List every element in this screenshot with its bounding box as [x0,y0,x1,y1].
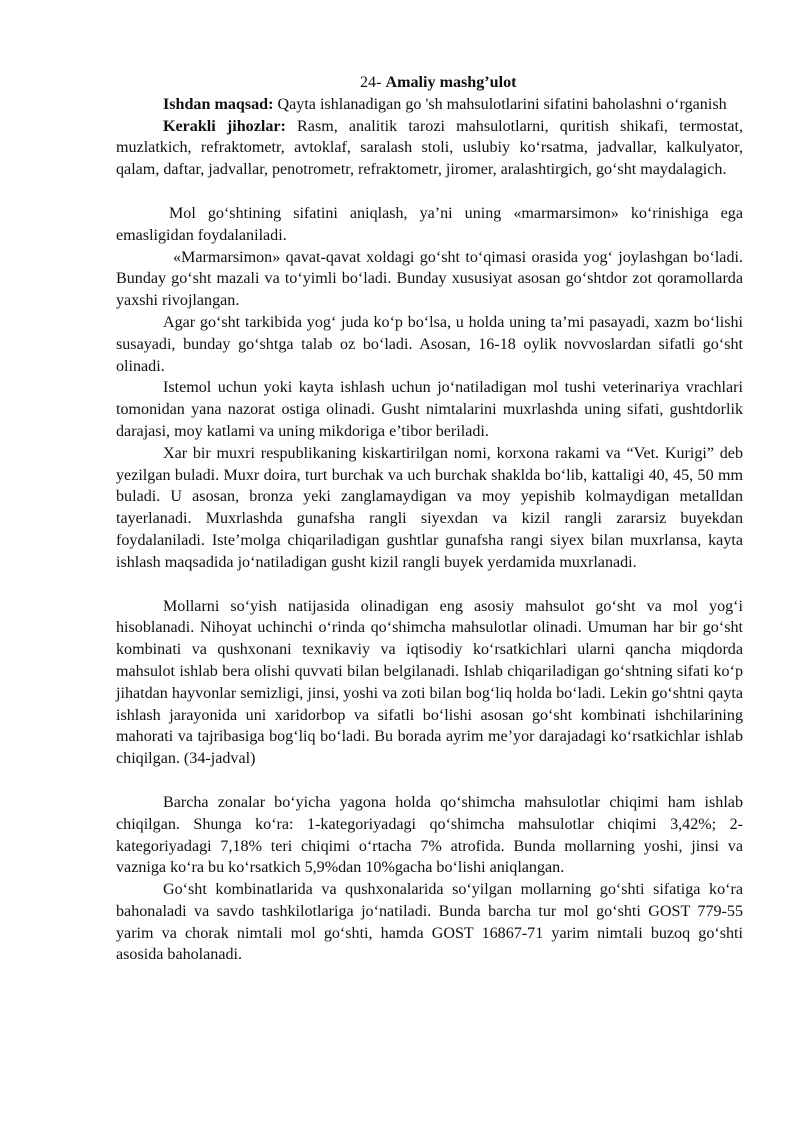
goal-label: Ishdan maqsad: [163,95,274,113]
body-paragraph: Mollarni so‘yish natijasida olinadigan eng asosiy mahsulot go‘sht va mol yog‘i hisoblanadi. Nihoyat uchinchi o‘rinda qo‘shimcha mahsulotlar olinadi. Umuman har bir go‘sht kombinati va qushxonani texnikaviy va iqtisodiy ko‘rsatkichlari ularni qancha miqdorda mahsulot ishlab bera olishi quvvati bilan belgilanadi. Ishlab chiqariladigan go‘shtning sifati ko‘p jihatdan hayvonlar semizligi, jinsi, yoshi va zoti bilan bog‘liq holda bo‘ladi. Lekin go‘shtni qayta ishlash jarayonida uni xaridorbop va sifatli bo‘lishi asosan go‘sht kombinati ishchilarining mahorati va tajribasiga bog‘liq bo‘ladi. Bu borada ayrim me’yor darajadagi ko‘rsatkichlar ishlab chiqilgan. (34-jadval) [116,597,743,768]
body-paragraph: Barcha zonalar bo‘yicha yagona holda qo‘shimcha mahsulotlar chiqimi ham ishlab chiqilgan. Shunga ko‘ra: 1-kategoriyadagi qo‘shimcha mahsulotlar chiqimi 3,42%; 2-kategoriyadagi 7,18% teri chiqimi o‘rtacha 7% atrofida. Bunda mollarning yoshi, jinsi va vazniga ko‘ra bu ko‘rsatkich 5,9%dan 10%gacha bo‘lishi aniqlangan. [116,793,743,877]
equipment-label: Kerakli jihozlar: [163,117,286,135]
equipment-text: Rasm, analitik tarozi mahsulotlarni, quritish shikafi, termostat, muzlatkich, refraktometr, avtoklaf, saralash stoli, uslubiy ko‘rsatma, jadvallar, kalkulyator, qalam, daftar, jadvallar, penotrometr, refraktometr, jiromer, aralashtirgich, go‘sht maydalagich. [116,117,744,179]
spacer [116,574,743,596]
spacer [116,181,743,203]
title-text: Amaliy mashg’ulot [385,74,517,91]
body-paragraph: Go‘sht kombinatlarida va qushxonalarida so‘yilgan mollarning go‘shti sifatiga ko‘ra bahonaladi va savdo tashkilotlariga jo‘natiladi. Bunda barcha tur mol go‘shti GOST 779-55 yarim va chorak nimtali mol go‘shti, hamda GOST 16867-71 yarim nimtali buzoq go‘shti asosida baholanadi. [116,881,743,964]
equipment-paragraph [116,116,743,181]
spacer [116,770,743,792]
body-paragraph: Agar go‘sht tarkibida yog‘ juda ko‘p bo‘lsa, u holda uning ta’mi pasayadi, xazm bo‘lishi susayadi, bunday go‘shtga talab oz bo‘ladi. Asosan, 16-18 oylik novvoslardan sifatli go‘sht olinadi. [116,313,743,375]
title-number: 24- [360,74,386,91]
body-paragraph: «Marmarsimon» qavat-qavat xoldagi go‘sht to‘qimasi orasida yog‘ joylashgan bo‘ladi. Bunday go‘sht mazali va to‘yimli bo‘ladi. Bunday xususiyat asosan go‘shtdor zot qoramollarda yaxshi rivojlangan. [116,248,743,310]
goal-paragraph [116,94,743,116]
page-title [116,72,743,94]
body-paragraph: Xar bir muxri respublikaning kiskartirilgan nomi, korxona rakami va “Vet. Kurigi” deb yezilgan buladi. Muxr doira, turt burchak va uch burchak shaklda bo‘lib, kattaligi 40, 45, 50 mm buladi. U asosan, bronza yeki zanglamaydigan va moy yepishib kolmaydigan metalldan tayerlanadi. Muxrlashda gunafsha rangli siyexdan va kizil rangli zararsiz buyekdan foydalaniladi. Iste’molga chiqariladigan gushtlar gunafsha rangi siyex bilan muxrlansa, kayta ishlash maqsadida jo‘natiladigan gusht kizil rangli buyek yerdamida muxrlanadi. [116,444,743,571]
body-paragraph: Mol go‘shtining sifatini aniqlash, ya’ni uning «marmarsimon» ko‘rinishiga ega emasligidan foydalaniladi. [116,204,743,244]
goal-text: Qayta ishlanadigan go 'sh mahsulotlarini sifatini baholashni o‘rganish [273,95,727,113]
body-paragraph: Istemol uchun yoki kayta ishlash uchun jo‘natiladigan mol tushi veterinariya vrachlari tomonidan yana nazorat ostiga olinadi. Gusht nimtalarini muxrlashda uning sifati, gushtdorlik darajasi, moy katlami va uning mikdoriga e’tibor beriladi. [116,379,743,440]
